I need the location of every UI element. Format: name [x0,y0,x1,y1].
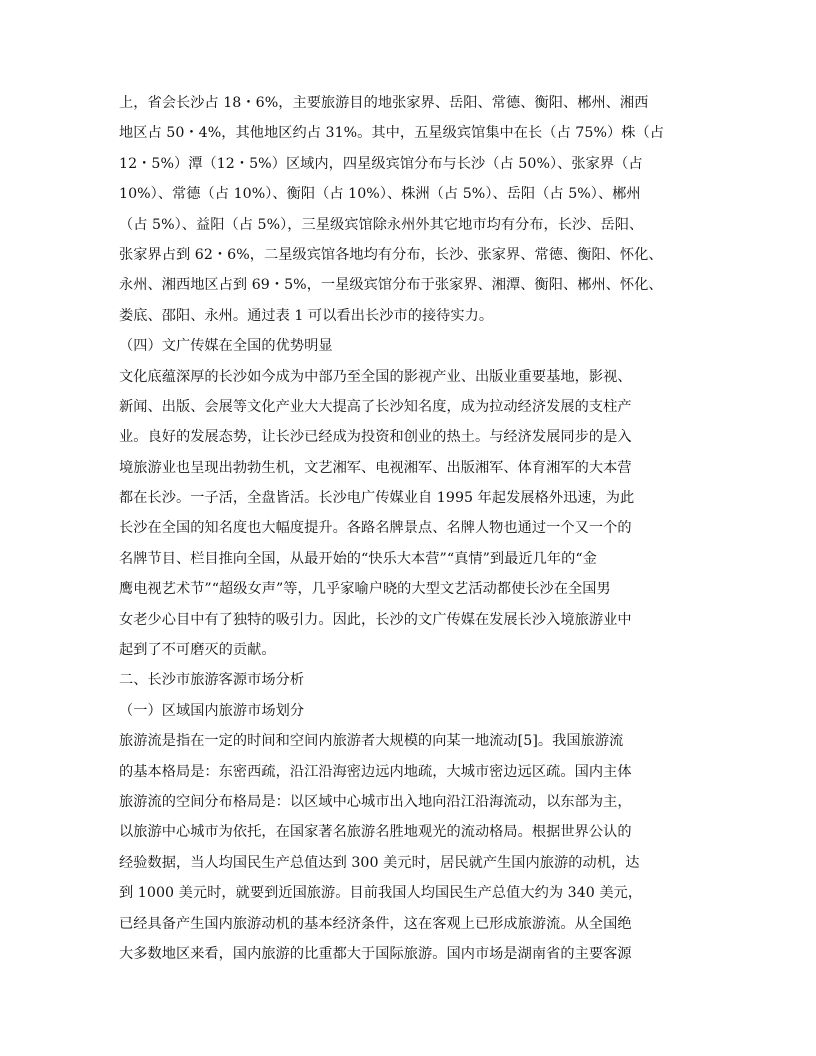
body-text-line: 上，省会长沙占 18・6%，主要旅游目的地张家界、岳阳、常德、衡阳、郴州、湘西 [119,95,649,111]
body-text-line: 12・5%）潭（12・5%）区域内，四星级宾馆分布与长沙（占 50%）、张家界（占 [119,155,643,172]
body-text-line: 以旅游中心城市为依托，在国家著名旅游名胜地观光的流动格局。根据世界公认的 [119,824,632,841]
body-text-line: 旅游流的空间分布格局是：以区域中心城市出入地向沿江沿海流动，以东部为主， [119,793,632,810]
body-text-line: 大多数地区来看，国内旅游的比重都大于国际旅游。国内市场是湖南省的主要客源 [119,945,632,962]
body-text-line: 境旅游业也呈现出勃勃生机，文艺湘军、电视湘军、出版湘军、体育湘军的大本营 [119,459,632,476]
body-text-line: 旅游流是指在一定的时间和空间内旅游者大规模的向某一地流动[5]。我国旅游流 [119,733,624,750]
section-heading: （一）区域国内旅游市场划分 [119,702,305,719]
body-text-line: 起到了不可磨灭的贡献。 [119,642,276,659]
body-text-line: 的基本格局是：东密西疏，沿江沿海密边远内地疏，大城市密边远区疏。国内主体 [119,763,632,780]
body-text-line: 都在长沙。一子活，全盘皆活。长沙电广传媒业自 1995 年起发展格外迅速，为此 [119,490,635,507]
body-text-line: 名牌节目、栏目推向全国，从最开始的“快乐大本营”“真情”到最近几年的“金 [119,550,597,567]
body-text-line: 永州、湘西地区占到 69・5%，一星级宾馆分布于张家界、湘潭、衡阳、郴州、怀化、 [119,277,663,294]
body-text-line: 10%）、常德（占 10%）、衡阳（占 10%）、株洲（占 5%）、岳阳（占 5%）、郴州 [119,186,641,203]
body-text-line: 新闻、出版、会展等文化产业大大提高了长沙知名度，成为拉动经济发展的支柱产 [119,398,632,415]
body-text-line: 张家界占到 62・6%，二星级宾馆各地均有分布，长沙、张家界、常德、衡阳、怀化、 [119,246,663,263]
body-text-line: 地区占 50・4%，其他地区约占 31%。其中，五星级宾馆集中在长（占 75%）株（占 [119,125,664,142]
body-text-line: 已经具备产生国内旅游动机的基本经济条件，这在客观上已形成旅游流。从全国绝 [119,915,632,932]
body-text-line: 文化底蕴深厚的长沙如今成为中部乃至全国的影视产业、出版业重要基地，影视、 [119,368,632,385]
body-text-line: 鹰电视艺术节”“超级女声”等，几乎家喻户晓的大型文艺活动都使长沙在全国男 [119,581,611,598]
body-text-line: 业。良好的发展态势，让长沙已经成为投资和创业的热土。与经济发展同步的是入 [119,429,632,446]
chapter-heading: 二、长沙市旅游客源市场分析 [119,672,305,689]
body-text-line: 娄底、邵阳、永州。通过表 1 可以看出长沙市的接待实力。 [119,307,494,324]
section-heading: （四）文广传媒在全国的优势明显 [119,338,333,355]
body-text-line: 女老少心目中有了独特的吸引力。因此，长沙的文广传媒在发展长沙入境旅游业中 [119,611,632,628]
body-text-line: 长沙在全国的知名度也大幅度提升。各路名牌景点、名牌人物也通过一个又一个的 [119,520,632,537]
document-body [119,88,711,969]
body-text-line: 到 1000 美元时，就要到近国旅游。目前我国人均国民生产总值大约为 340 美元， [119,885,643,902]
body-text-line: 经验数据，当人均国民生产总值达到 300 美元时，居民就产生国内旅游的动机，达 [119,854,640,871]
body-text-line: （占 5%）、益阳（占 5%），三星级宾馆除永州外其它地市均有分布，长沙、岳阳、 [119,216,644,233]
